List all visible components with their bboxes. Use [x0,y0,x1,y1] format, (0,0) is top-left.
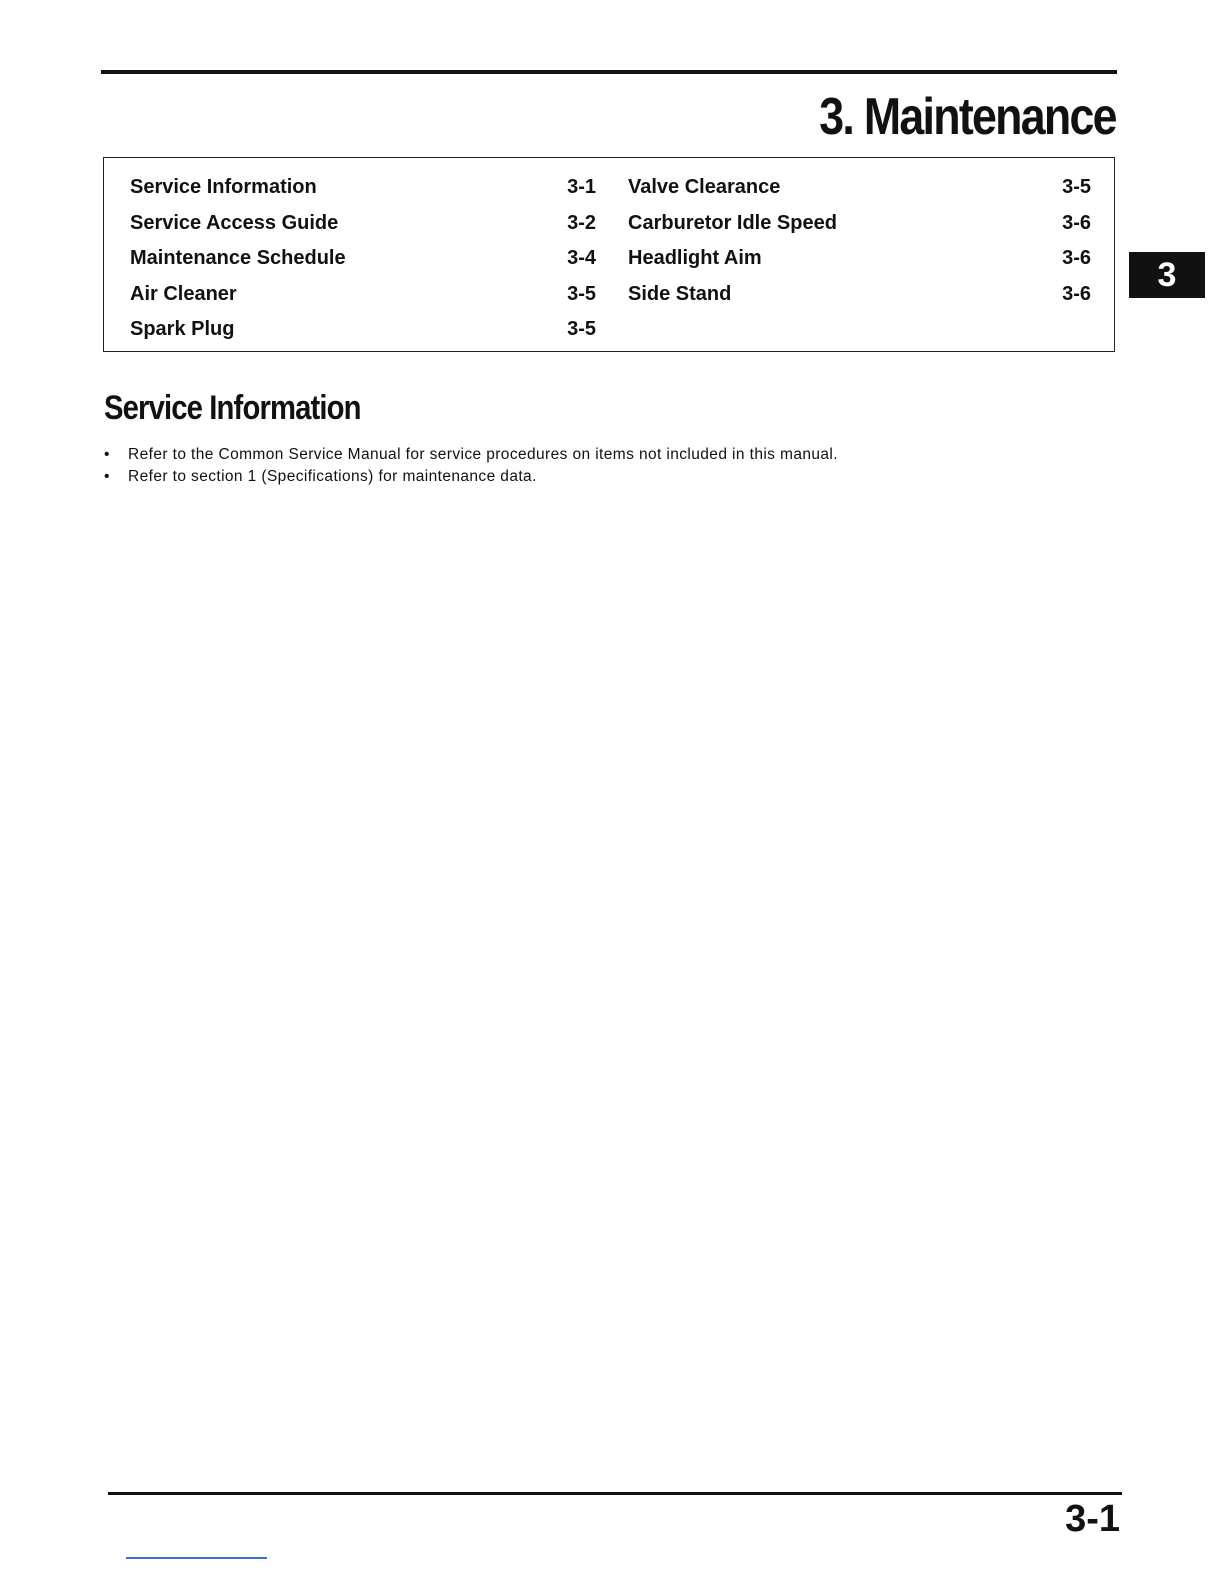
footer-rule [108,1492,1122,1495]
header-rule [101,70,1117,74]
toc-item-air-cleaner[interactable] [130,277,596,313]
toc-item-page: 3-4 [567,247,596,269]
toc-item-page: 3-5 [567,318,596,340]
list-item-text: Refer to section 1 (Specifications) for maintenance data. [128,468,537,485]
footer-link-underline[interactable] [126,1557,267,1559]
toc-item-label: Service Access Guide [130,211,339,234]
toc-item-maintenance-schedule[interactable] [130,241,596,277]
toc-item-valve-clearance[interactable] [628,170,1091,206]
toc-column-left [130,170,596,348]
toc-item-headlight-aim[interactable] [628,241,1091,277]
table-of-contents [103,157,1115,352]
toc-item-label: Valve Clearance [628,176,781,198]
toc-item-label: Air Cleaner [130,282,237,305]
toc-column-right [628,170,1091,312]
toc-item-page: 3-5 [567,282,596,305]
toc-item-label: Side Stand [628,282,732,305]
toc-item-label: Carburetor Idle Speed [628,211,837,234]
toc-item-page: 3-6 [1062,282,1091,305]
toc-item-service-access-guide[interactable] [130,206,596,242]
bullet-icon: • [104,468,110,485]
list-item [104,466,838,488]
page-number: 3-1 [1065,1498,1120,1540]
toc-item-page: 3-1 [567,176,596,198]
bullet-icon: • [104,446,110,463]
toc-item-label: Headlight Aim [628,247,762,269]
section-tab[interactable]: 3 [1129,252,1205,298]
service-info-list [104,444,838,488]
toc-item-label: Service Information [130,176,317,198]
section-heading: Service Information [104,389,361,427]
toc-item-service-information[interactable] [130,170,596,206]
toc-item-carburetor-idle-speed[interactable] [628,206,1091,242]
toc-item-page: 3-2 [567,211,596,234]
toc-item-side-stand[interactable] [628,277,1091,313]
toc-item-page: 3-6 [1062,211,1091,234]
toc-item-spark-plug[interactable] [130,312,596,348]
toc-item-label: Maintenance Schedule [130,247,346,269]
toc-item-page: 3-6 [1062,247,1091,269]
toc-item-label: Spark Plug [130,318,235,340]
chapter-title: 3. Maintenance [819,88,1116,146]
list-item-text: Refer to the Common Service Manual for service procedures on items not included in this manual. [128,446,838,463]
toc-item-page: 3-5 [1062,176,1091,198]
list-item [104,444,838,466]
